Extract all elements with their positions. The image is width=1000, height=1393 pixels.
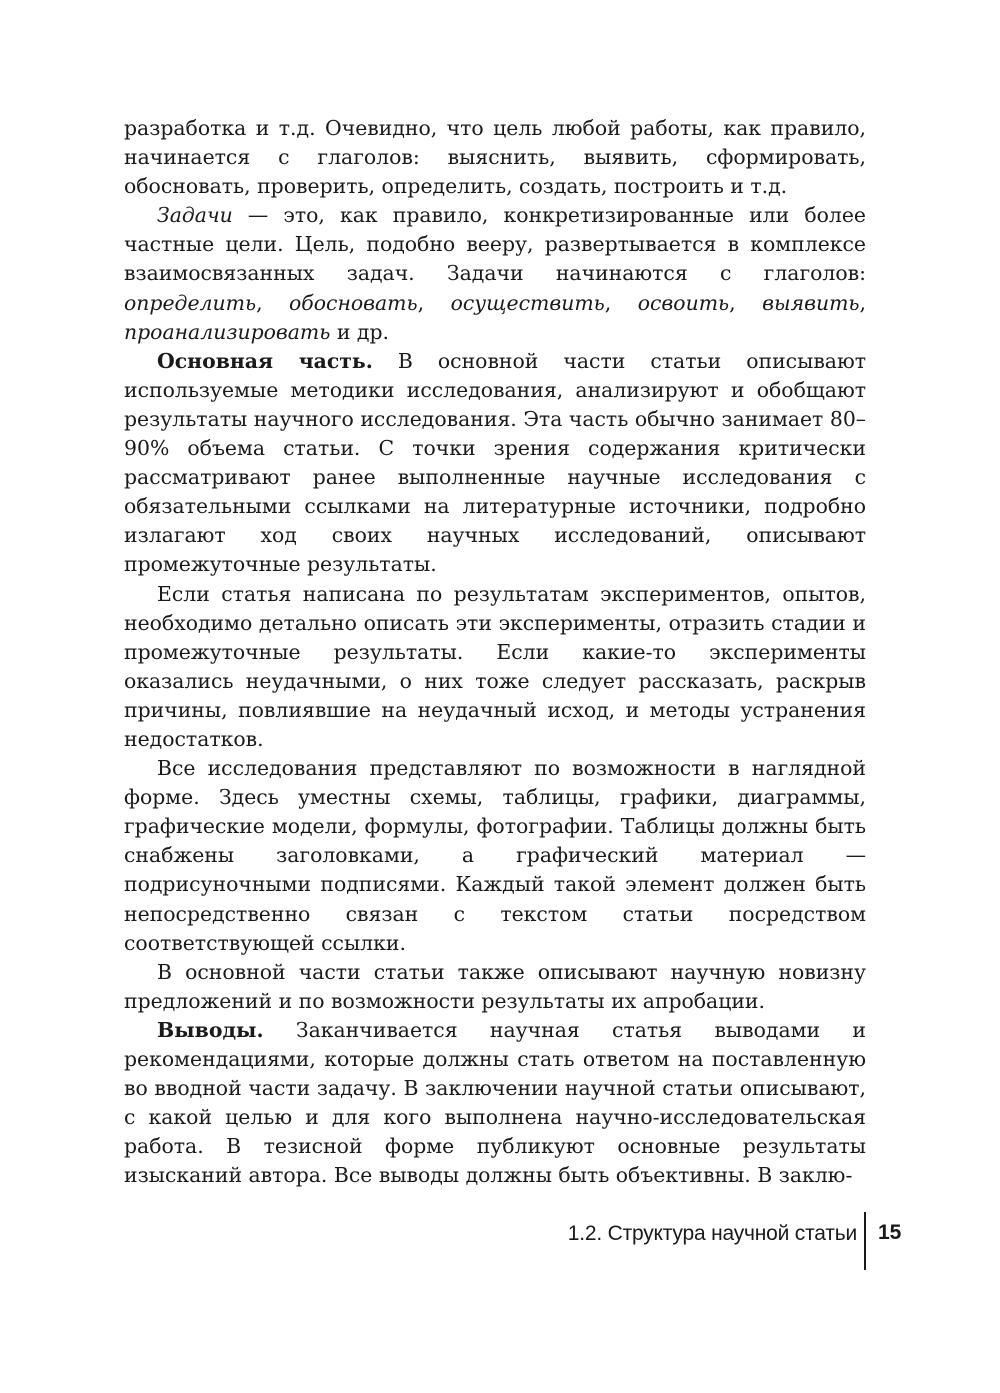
page-footer	[0, 1212, 1000, 1272]
paragraph-text: В основной части статьи описывают используемые методики исследования, анализируют и обобщают результаты научного исследования. Эта часть обычно занимает 80–90% объема статьи. С точки зрения содержания критически рассматривают ранее выполненные научные исследования с обязательными ссылками на литературные источники, подробно излагают ход своих научных исследований, описывают промежуточные результаты.	[124, 348, 866, 577]
running-head: 1.2. Структура научной статьи	[567, 1222, 857, 1245]
emphasis-text: обосновать	[289, 290, 418, 315]
emphasis-text: Задачи	[157, 203, 233, 228]
paragraph-text: разработка и т.д. Очевидно, что цель любой работы, как правило, начинается с глаголов: выяснить, выявить, сформировать, обосновать, проверить, определить, создать, построить и т.д.	[124, 116, 866, 199]
paragraph-text: ,	[417, 290, 451, 315]
body-text	[124, 114, 866, 1190]
emphasis-text: выявить	[762, 290, 860, 315]
footer-divider	[864, 1212, 866, 1270]
emphasis-text: определить	[124, 290, 257, 315]
emphasis-text: осуществить	[450, 290, 605, 315]
page-number: 15	[878, 1221, 902, 1244]
paragraph	[124, 1016, 866, 1191]
paragraph	[124, 114, 866, 201]
paragraph-text: В основной части статьи также описывают научную новизну предложений и по возможности результаты их апробации.	[124, 959, 866, 1013]
paragraph-text: и др.	[330, 319, 390, 344]
paragraph-text: ,	[859, 290, 867, 315]
section-lead-in: Основная часть.	[157, 348, 373, 373]
paragraph-text: Если статья написана по результатам экспериментов, опытов, необходимо детально описать эти эксперименты, отразить стадии и промежуточные результаты. Если какие-то эксперименты оказались неудачными, о них тоже следует рассказать, раскрыв причины, повлиявшие на неудачный исход, и методы устранения недостатков.	[124, 581, 866, 751]
section-lead-in: Выводы.	[157, 1017, 264, 1042]
paragraph	[124, 958, 866, 1016]
emphasis-text: проанализировать	[124, 319, 331, 344]
paragraph	[124, 754, 866, 958]
paragraph-text: Все исследования представляют по возможности в наглядной форме. Здесь уместны схемы, таблицы, графики, диаграммы, графические модели, формулы, фотографии. Таблицы должны быть снабжены заголовками, а графический материал — подрисуночными подписями. Каждый такой элемент должен быть непосредственно связан с текстом статьи посредством соответствующей ссылки.	[124, 756, 866, 955]
paragraph-text: — это, как правило, конкретизированные или более частные цели. Цель, подобно вееру, развертывается в комплексе взаимосвязанных задач. Задачи начинаются с глаголов:	[124, 203, 866, 286]
paragraph-text: Заканчивается научная статья выводами и рекомендациями, которые должны стать ответом на поставленную во вводной части задачу. В заключении научной статьи описывают, с какой целью и для кого выполнена научно-исследовательская работа. В тезисной форме публикуют основные результаты изысканий автора. Все выводы должны быть объективны. В заклю-	[124, 1017, 866, 1188]
paragraph	[124, 580, 866, 755]
paragraph-text: ,	[604, 290, 638, 315]
paragraph	[124, 201, 866, 346]
paragraph-text: ,	[256, 290, 290, 315]
paragraph	[124, 347, 866, 580]
emphasis-text: освоить	[637, 290, 730, 315]
paragraph-text: ,	[729, 290, 763, 315]
